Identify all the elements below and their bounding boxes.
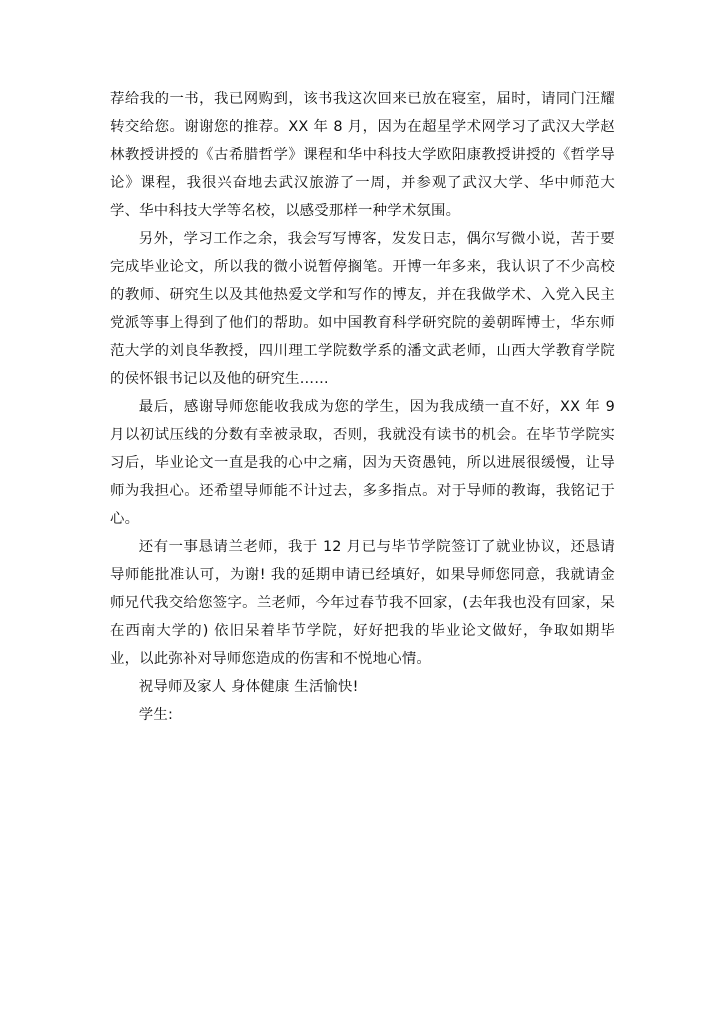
paragraph-blogging: 另外，学习工作之余，我会写写博客，发发日志，偶尔写微小说，苦于要完成毕业论文，所以我的微小说暂停搁笔。开博一年多来，我认识了不少高校的教师、研究生以及其他热爱文学和写作的博友，并在我做学术、入党入民主党派等事上得到了他们的帮助。如中国教育科学研究院的姜朝晖博士，华东师范大学的刘良华教授，四川理工学院数学系的潘文武老师，山西大学教育学院的侯怀银书记以及他的研究生…… xyxy=(110,231,615,387)
closing-wish: 祝导师及家人 身体健康 生活愉快! xyxy=(138,679,359,695)
letter-body xyxy=(110,85,615,729)
paragraph-request: 还有一事恳请兰老师，我于 12 月已与毕节学院签订了就业协议，还恳请导师能批准认可，为谢! 我的延期申请已经填好，如果导师您同意，我就请金师兄代我交给您签字。兰老师，今年过春节我不回家，(去年我也没有回家，呆在西南大学的) 依旧呆着毕节学院，好好把我的毕业论文做好，争取如期毕业，以此弥补对导师您造成的伤害和不悦地心情。 xyxy=(110,539,615,667)
signature-line: 学生: xyxy=(138,707,174,723)
paragraph-gratitude: 最后，感谢导师您能收我成为您的学生，因为我成绩一直不好，XX 年 9 月以初试压线的分数有幸被录取，否则，我就没有读书的机会。在毕节学院实习后，毕业论文一直是我的心中之痛，因为天资愚钝，所以进展很缓慢，让导师为我担心。还希望导师能不计过去，多多指点。对于导师的教诲，我铭记于心。 xyxy=(110,399,615,527)
paragraph-recommendation: 荐给我的一书，我已网购到，该书我这次回来已放在寝室，届时，请同门汪耀转交给您。谢谢您的推荐。XX 年 8 月，因为在超星学术网学习了武汉大学赵林教授讲授的《古希腊哲学》课程和华中科技大学欧阳康教授讲授的《哲学导论》课程，我很兴奋地去武汉旅游了一周，并参观了武汉大学、华中师范大学、华中科技大学等名校，以感受那样一种学术氛围。 xyxy=(110,91,615,219)
